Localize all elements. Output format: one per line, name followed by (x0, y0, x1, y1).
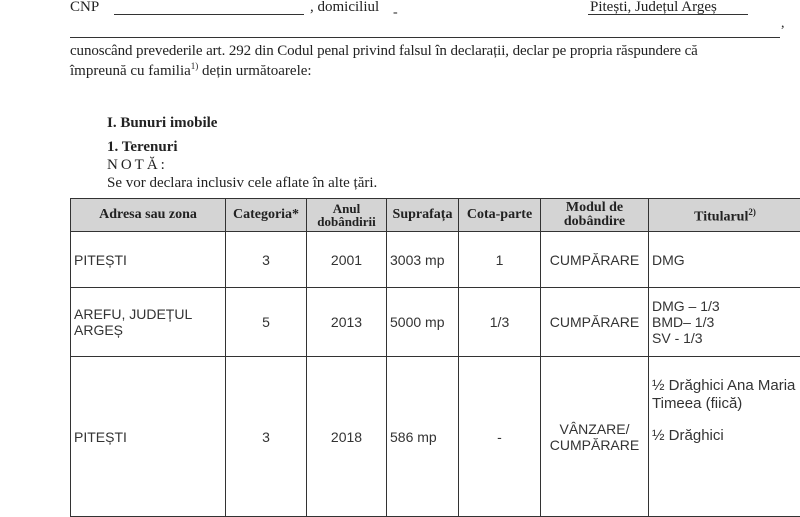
table-row (71, 357, 800, 517)
dash-mark: - (393, 5, 398, 21)
owner-line: ½ Drăghici (652, 427, 798, 445)
cell-category: 3 (226, 357, 307, 517)
owner-line: ½ Drăghici Ana Maria Timeea (fiică) (652, 377, 798, 413)
owner-line: DMG – 1/3 (652, 298, 798, 314)
cell-year: 2018 (307, 357, 387, 517)
cell-mode: CUMPĂRARE (541, 232, 649, 288)
subsection-title: 1. Terenuri (107, 139, 178, 156)
cell-area: 5000 mp (387, 288, 459, 357)
declaration-line-2-pre: împreună cu familia (70, 63, 191, 79)
table-header-row (71, 199, 800, 232)
cell-year: 2001 (307, 232, 387, 288)
header-owner (649, 199, 800, 232)
domicile-value: Pitești, Județul Argeș (590, 0, 717, 16)
table-row (71, 288, 800, 357)
declaration-line-2-post: dețin următoarele: (198, 63, 311, 79)
header-share: Cota-parte (459, 199, 541, 232)
comma-mark: , (781, 16, 785, 32)
owner-line: BMD– 1/3 (652, 314, 798, 330)
domicile-underline (588, 14, 748, 15)
cell-share: 1/3 (459, 288, 541, 357)
owner-line: DMG (652, 252, 798, 268)
cnp-field-line (114, 14, 304, 15)
footnote-marker-2: 2) (748, 207, 756, 217)
declaration-line-1: cunoscând prevederile art. 292 din Codul penal privind falsul în declarații, declar pe propria răspundere că (70, 43, 698, 60)
cell-address: PITEȘTI (71, 357, 226, 517)
header-address: Adresa sau zona (71, 199, 226, 232)
section-title: I. Bunuri imobile (107, 115, 217, 132)
domicile-label: , domiciliul (310, 0, 379, 16)
address-continuation-line (70, 37, 780, 38)
header-year: Anul dobândirii (307, 199, 387, 232)
cell-owner (649, 288, 800, 357)
owner-line: SV - 1/3 (652, 330, 798, 346)
header-area: Suprafața (387, 199, 459, 232)
cell-category: 3 (226, 232, 307, 288)
cell-owner (649, 357, 800, 517)
cell-area: 586 mp (387, 357, 459, 517)
header-mode: Modul de dobândire (541, 199, 649, 232)
cell-share: - (459, 357, 541, 517)
header-category: Categoria* (226, 199, 307, 232)
declaration-line-2 (70, 61, 312, 80)
note-label: NOTĂ: (107, 157, 168, 174)
cnp-label: CNP (70, 0, 99, 16)
cell-share: 1 (459, 232, 541, 288)
cell-year: 2013 (307, 288, 387, 357)
header-owner-text: Titularul (694, 210, 748, 225)
cell-mode: CUMPĂRARE (541, 288, 649, 357)
land-table (70, 198, 800, 517)
note-text: Se vor declara inclusiv cele aflate în alte țări. (107, 175, 377, 192)
cell-address: AREFU, JUDEȚUL ARGEȘ (71, 288, 226, 357)
cell-area: 3003 mp (387, 232, 459, 288)
cell-category: 5 (226, 288, 307, 357)
cell-owner (649, 232, 800, 288)
cell-mode: VÂNZARE/ CUMPĂRARE (541, 357, 649, 517)
table-row (71, 232, 800, 288)
cell-address: PITEȘTI (71, 232, 226, 288)
footnote-marker-1: 1) (191, 61, 199, 71)
